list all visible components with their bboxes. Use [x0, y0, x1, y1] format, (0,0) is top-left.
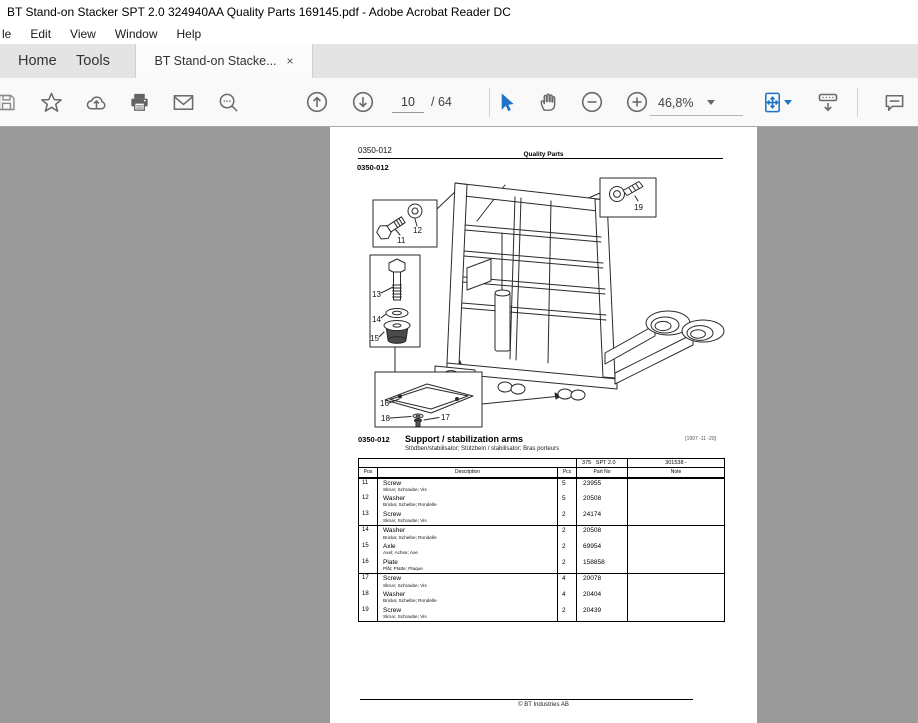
note-cell — [628, 590, 725, 606]
part-name: Axle — [383, 542, 396, 550]
note-cell — [628, 526, 725, 542]
part-name: Screw — [383, 479, 402, 487]
chevron-down-icon — [707, 100, 715, 105]
description-cell — [378, 606, 558, 622]
pcs-cell: 2 — [558, 606, 577, 622]
description-cell — [378, 526, 558, 542]
callout-11: 11 — [397, 236, 406, 245]
menu-window[interactable]: Window — [114, 27, 158, 41]
partno-cell: 20508 — [577, 494, 628, 510]
pos-cell: 18 — [359, 590, 378, 606]
pos-cell: 19 — [359, 606, 378, 622]
table-row — [359, 542, 725, 558]
pos-cell: 14 — [359, 526, 378, 542]
note-cell — [628, 510, 725, 526]
figure-code: 0350-012 — [357, 163, 389, 172]
partno-cell: 20404 — [577, 590, 628, 606]
menu-view[interactable]: View — [70, 27, 96, 41]
description-cell — [378, 558, 558, 574]
main-toolbar — [0, 78, 918, 127]
hand-tool-icon[interactable] — [536, 90, 560, 114]
zoom-level-control[interactable] — [650, 90, 743, 116]
callout-16: 16 — [380, 399, 389, 408]
pos-cell: 17 — [359, 574, 378, 590]
table-model-row — [359, 459, 725, 468]
empty-header-cell — [359, 459, 577, 468]
page-count-label: / 64 — [431, 95, 452, 109]
serial-header: 301538 - — [628, 459, 725, 468]
pos-cell: 16 — [359, 558, 378, 574]
note-cell — [628, 478, 725, 494]
note-cell — [628, 542, 725, 558]
next-page-icon[interactable] — [351, 90, 375, 114]
pcs-cell: 2 — [558, 542, 577, 558]
section-date: [1997 -11 -20] — [685, 436, 716, 442]
table-row — [359, 510, 725, 526]
col-partno: Part No — [577, 468, 628, 478]
table-row — [359, 478, 725, 494]
partno-cell: 20078 — [577, 574, 628, 590]
document-viewport[interactable] — [0, 127, 918, 723]
table-row — [359, 606, 725, 622]
col-note: Note — [628, 468, 725, 478]
pos-cell: 15 — [359, 542, 378, 558]
callout-14: 14 — [372, 315, 381, 324]
parts-diagram — [355, 173, 727, 431]
pcs-cell: 4 — [558, 574, 577, 590]
part-name: Washer — [383, 590, 406, 598]
partno-cell: 69954 — [577, 542, 628, 558]
section-subtitle: Stödben/stabilisator; Stützbein / stabilisator; Bras porteurs — [405, 446, 560, 452]
section-title: Support / stabilization arms — [405, 434, 524, 444]
callout-13: 13 — [372, 290, 381, 299]
description-cell — [378, 494, 558, 510]
scroll-mode-icon[interactable] — [816, 90, 840, 114]
partno-cell: 20439 — [577, 606, 628, 622]
table-row — [359, 494, 725, 510]
note-cell — [628, 606, 725, 622]
page-footer: © BT Industries AB — [518, 702, 569, 708]
part-translations: Bricka; Scheibe; Rondelle — [383, 502, 437, 507]
partno-cell: 24174 — [577, 510, 628, 526]
table-row — [359, 558, 725, 574]
zoom-level-value: 46,8% — [658, 95, 694, 110]
partno-cell: 20508 — [577, 526, 628, 542]
tab-bar — [0, 44, 918, 78]
part-name: Plate — [383, 558, 398, 566]
tab-home[interactable]: Home — [18, 53, 57, 69]
pcs-cell: 2 — [558, 510, 577, 526]
footer-rule — [360, 699, 693, 700]
comment-icon[interactable] — [882, 90, 906, 114]
callout-18: 18 — [381, 414, 390, 423]
part-translations: Skruv; Schraube; Vis — [383, 582, 427, 588]
pos-cell: 11 — [359, 478, 378, 494]
window-titlebar — [0, 0, 918, 24]
part-translations: Bricka; Scheibe; Rondelle — [383, 534, 437, 540]
pos-cell: 13 — [359, 510, 378, 526]
callout-12: 12 — [413, 226, 422, 235]
print-icon[interactable] — [127, 90, 151, 114]
note-cell — [628, 494, 725, 510]
parts-table — [358, 458, 725, 622]
page-number-input[interactable] — [392, 92, 424, 113]
part-name: Screw — [383, 606, 402, 614]
pcs-cell: 2 — [558, 558, 577, 574]
toolbar-divider — [857, 88, 858, 117]
col-pos: Pos — [359, 468, 378, 478]
description-cell — [378, 574, 558, 590]
previous-page-icon[interactable] — [305, 90, 329, 114]
section-header — [358, 435, 724, 445]
section-code: 0350-012 — [358, 435, 390, 444]
table-row — [359, 526, 725, 542]
pos-cell: 12 — [359, 494, 378, 510]
share-cloud-upload-icon[interactable] — [84, 90, 108, 114]
part-name: Washer — [383, 494, 406, 502]
description-cell — [378, 478, 558, 494]
menu-edit[interactable]: Edit — [30, 27, 52, 41]
part-name: Screw — [383, 510, 402, 518]
pdf-page — [330, 127, 757, 723]
pcs-cell: 2 — [558, 526, 577, 542]
favorites-star-icon[interactable] — [39, 90, 63, 114]
part-translations: Skruv; Schraube; Vis — [383, 487, 427, 492]
table-column-header-row — [359, 468, 725, 478]
note-cell — [628, 574, 725, 590]
part-name: Washer — [383, 527, 406, 534]
menu-bar — [0, 24, 918, 44]
zoom-out-icon[interactable] — [580, 90, 604, 114]
part-translations: Skruv; Schraube; Vis — [383, 518, 427, 523]
select-tool-icon[interactable] — [494, 90, 518, 114]
zoom-in-icon[interactable] — [625, 90, 649, 114]
pcs-cell: 4 — [558, 590, 577, 606]
fit-page-chevron-icon[interactable] — [784, 100, 792, 105]
toolbar-divider — [489, 88, 490, 117]
pcs-cell: 5 — [558, 494, 577, 510]
search-icon[interactable] — [216, 90, 240, 114]
partno-cell: 23955 — [577, 478, 628, 494]
close-icon[interactable]: × — [286, 54, 294, 68]
callout-15: 15 — [370, 334, 379, 343]
part-translations: Plåt; Platte; Plaque — [383, 566, 423, 571]
model-header: 375 SPT 2.0 — [577, 459, 628, 468]
tab-document[interactable] — [135, 44, 313, 78]
header-rule — [358, 158, 723, 159]
part-translations: Axel; Achse; Axe — [383, 550, 418, 555]
callout-17: 17 — [441, 413, 450, 422]
part-translations: Bricka; Scheibe; Rondelle — [383, 598, 437, 603]
callout-19: 19 — [634, 203, 643, 212]
window-title: BT Stand-on Stacker SPT 2.0 324940AA Quality Parts 169145.pdf - Adobe Acrobat Reader DC — [7, 5, 511, 19]
page-header-title: Quality Parts — [523, 151, 564, 158]
tab-document-label: BT Stand-on Stacke... — [154, 54, 277, 68]
description-cell — [378, 542, 558, 558]
fit-page-icon[interactable] — [760, 90, 784, 114]
table-row — [359, 590, 725, 606]
note-cell — [628, 558, 725, 574]
page-header-code: 0350-012 — [358, 146, 392, 155]
part-name: Screw — [383, 575, 402, 582]
description-cell — [378, 510, 558, 526]
col-description: Description — [378, 468, 558, 478]
partno-cell: 158858 — [577, 558, 628, 574]
save-icon[interactable] — [0, 90, 18, 114]
email-icon[interactable] — [171, 90, 195, 114]
col-pcs: Pcs — [558, 468, 577, 478]
description-cell — [378, 590, 558, 606]
tab-tools[interactable]: Tools — [76, 53, 110, 69]
part-translations: Skruv; Schraube; Vis — [383, 614, 427, 619]
menu-help[interactable]: Help — [176, 27, 202, 41]
pcs-cell: 5 — [558, 478, 577, 494]
menu-file[interactable]: le — [2, 27, 12, 41]
table-row — [359, 574, 725, 590]
